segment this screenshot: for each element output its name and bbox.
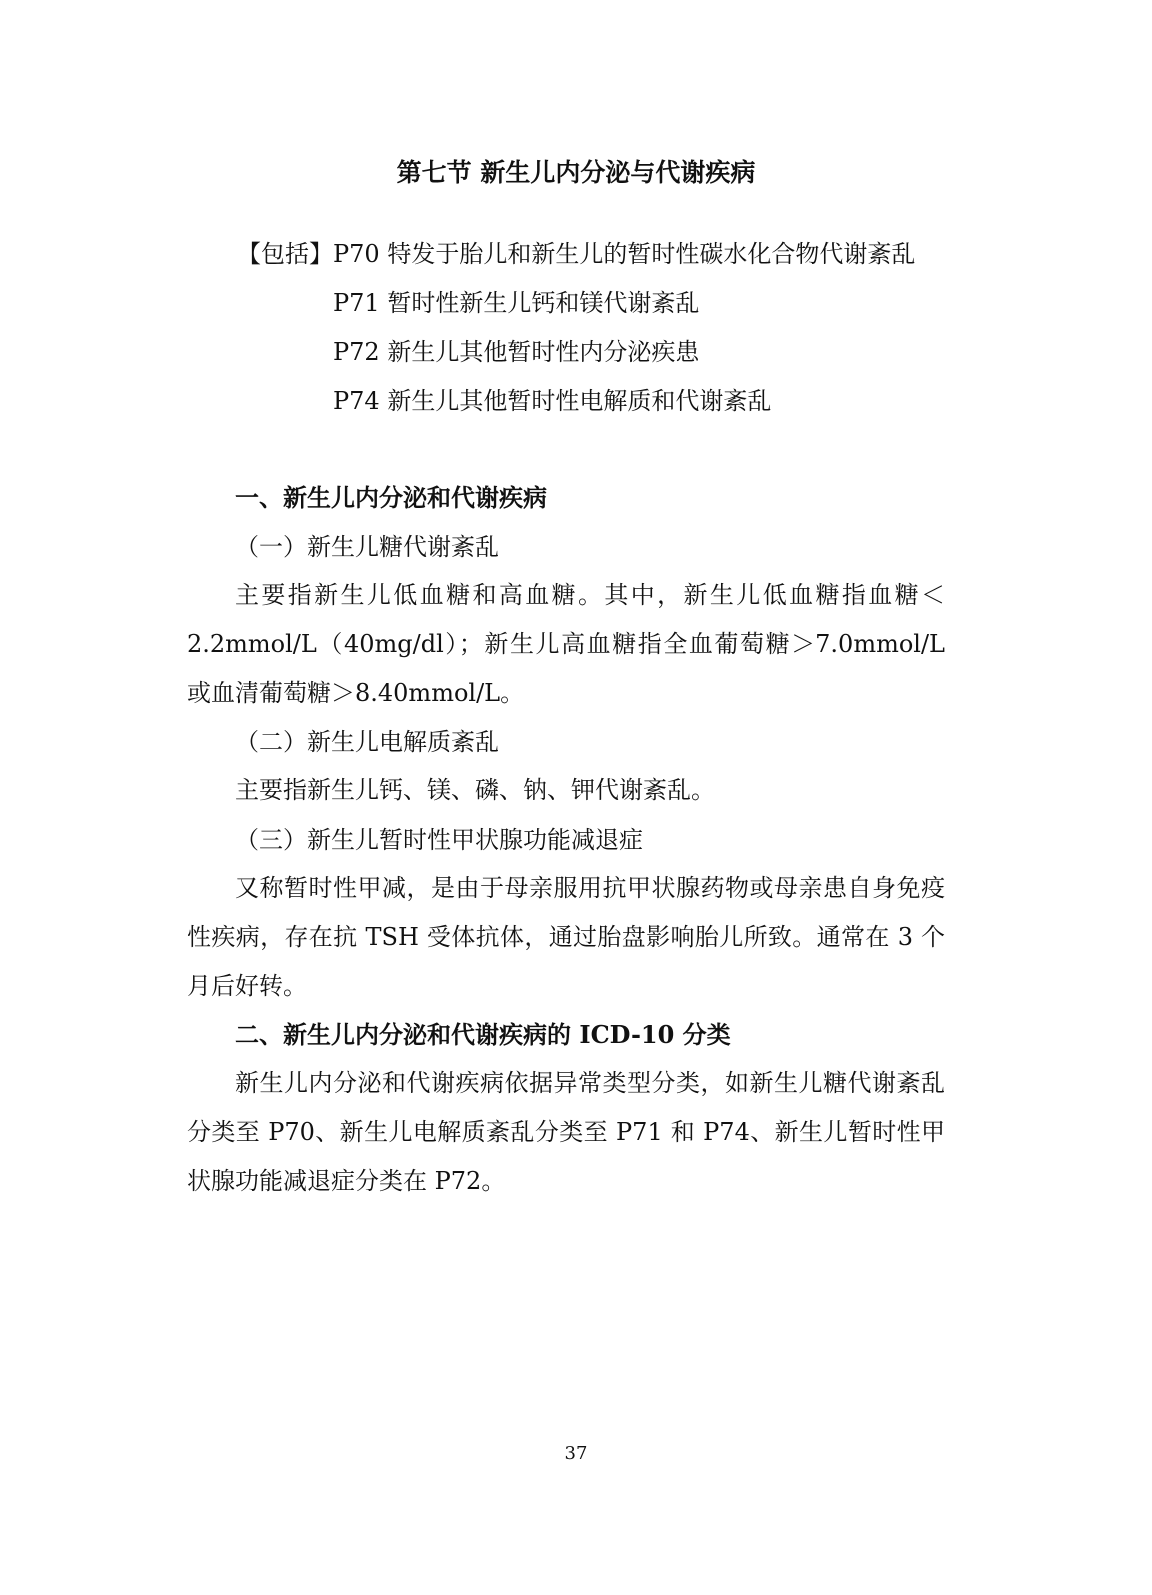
includes-item-p74: P74 新生儿其他暂时性电解质和代谢紊乱	[333, 387, 772, 415]
sub2-heading: （二）新生儿电解质紊乱	[235, 728, 499, 756]
page-number: 37	[564, 1443, 588, 1464]
includes-label: 【包括】	[237, 240, 333, 268]
section1-heading: 一、新生儿内分泌和代谢疾病	[235, 483, 547, 512]
sub1-heading: （一）新生儿糖代谢紊乱	[235, 533, 499, 561]
sub3-paragraph: 又称暂时性甲减，是由于母亲服用抗甲状腺药物或母亲患自身免疫性疾病，存在抗 TSH 受体抗体，通过胎盘影响胎儿所致。通常在 3 个月后好转。	[187, 874, 945, 1000]
section-title: 第七节 新生儿内分泌与代谢疾病	[396, 158, 756, 187]
sub2-paragraph: 主要指新生儿钙、镁、磷、钠、钾代谢紊乱。	[235, 776, 715, 804]
includes-item-p72: P72 新生儿其他暂时性内分泌疾患	[333, 338, 700, 366]
includes-item-p70: P70 特发于胎儿和新生儿的暂时性碳水化合物代谢紊乱	[333, 240, 916, 268]
sub3-heading: （三）新生儿暂时性甲状腺功能减退症	[235, 826, 643, 854]
section2-paragraph: 新生儿内分泌和代谢疾病依据异常类型分类，如新生儿糖代谢紊乱分类至 P70、新生儿电解质紊乱分类至 P71 和 P74、新生儿暂时性甲状腺功能减退症分类在 P72。	[187, 1069, 945, 1195]
includes-item-p71: P71 暂时性新生儿钙和镁代谢紊乱	[333, 289, 700, 317]
section2-heading: 二、新生儿内分泌和代谢疾病的 ICD-10 分类	[235, 1020, 731, 1049]
sub1-paragraph: 主要指新生儿低血糖和高血糖。其中，新生儿低血糖指血糖＜2.2mmol/L（40mg/dl）；新生儿高血糖指全血葡萄糖＞7.0mmol/L 或血清葡萄糖＞8.40mmol/L。	[187, 581, 945, 707]
